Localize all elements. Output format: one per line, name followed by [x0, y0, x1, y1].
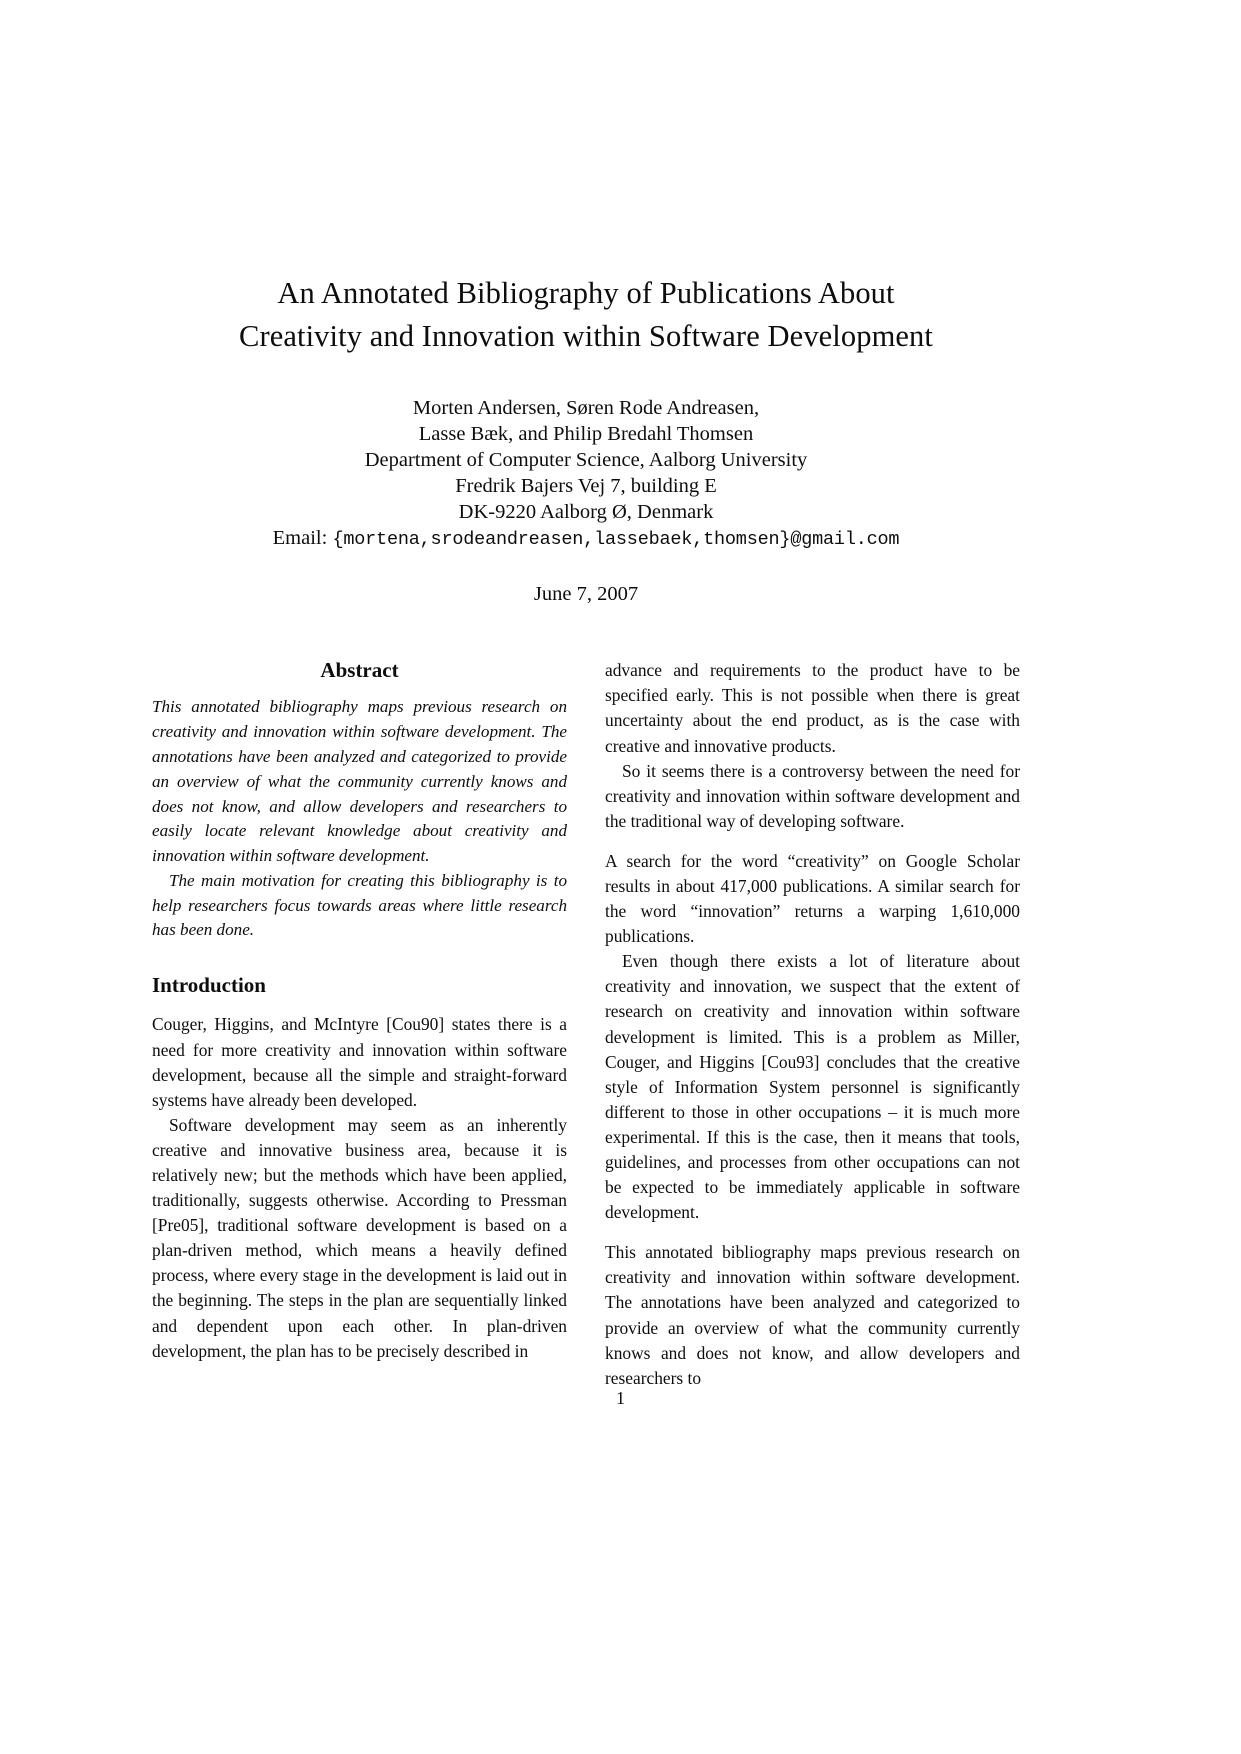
title-line-2: Creativity and Innovation within Software Development: [239, 319, 933, 354]
left-column: [152, 658, 567, 1391]
abstract-paragraph-2: The main motivation for creating this bibliography is to help researchers focus towards areas where little research has been done.: [152, 870, 567, 940]
authors-line-2: Lasse Bæk, and Philip Bredahl Thomsen: [418, 422, 754, 445]
introduction-paragraph-5: Even though there exists a lot of literature about creativity and innovation, we suspect that the extent of research on creativity and innovation within software development is limited. This is a problem as Miller, Couger, and Higgins [Cou93] concludes that the creative style of Information System personnel is significantly different to those in other occupations – it is much more experimental. If this is the case, then it means that tools, guidelines, and processes from other occupations can not be expected to be immediately applicable in software development.: [605, 951, 1020, 1223]
abstract-paragraph-1: This annotated bibliography maps previous research on creativity and innovation within software development. The annotations have been analyzed and categorized to provide an overview of what the community currently knows and does not know, and allow developers and researchers to easily locate relevant knowledge about creativity and innovation within software development.: [152, 697, 567, 866]
address-line-2: DK-9220 Aalborg Ø, Denmark: [458, 500, 714, 523]
page-title: [152, 0, 1020, 359]
right-column: [605, 658, 1020, 1391]
introduction-paragraph-2: Software development may seem as an inherently creative and innovative business area, because it is relatively new; but the methods which have been applied, traditionally, suggests otherwise. According to Pressman [Pre05], traditional software development is based on a plan-driven method, which means a heavily defined process, where every stage in the development is laid out in the beginning. The steps in the plan are sequentially linked and dependent upon each other. In plan-driven development, the plan has to be precisely described in: [152, 1114, 567, 1361]
publication-date: June 7, 2007: [533, 583, 639, 606]
introduction-paragraph-2-continued: advance and requirements to the product have to be specified early. This is not possible when there is great uncertainty about the end product, as is the case with creative and innovative products.: [605, 660, 1020, 756]
abstract-heading: Abstract: [320, 658, 399, 683]
author-block: [152, 395, 1020, 552]
two-column-body: [152, 658, 1020, 1391]
abstract-section: [152, 658, 567, 943]
title-line-1: An Annotated Bibliography of Publications About: [277, 276, 895, 310]
address-line-1: Fredrik Bajers Vej 7, building E: [455, 474, 717, 497]
email-address: {mortena,srodeandreasen,lassebaek,thomsen}@gmail.com: [332, 528, 900, 550]
authors-line-1: Morten Andersen, Søren Rode Andreasen,: [412, 396, 760, 419]
introduction-paragraph-1: Couger, Higgins, and McIntyre [Cou90] states there is a need for more creativity and innovation within software development, because all the simple and straight-forward systems have already been developed.: [152, 1014, 567, 1110]
introduction-paragraph-4: A search for the word “creativity” on Google Scholar results in about 417,000 publications. A similar search for the word “innovation” returns a warping 1,610,000 publications.: [605, 850, 1020, 947]
email-line: [152, 525, 1020, 551]
introduction-heading: Introduction: [152, 973, 266, 998]
introduction-paragraph-3: So it seems there is a controversy between the need for creativity and innovation within software development and the traditional way of developing software.: [605, 760, 1020, 831]
affiliation: Department of Computer Science, Aalborg University: [364, 448, 808, 471]
email-label: Email:: [272, 526, 333, 549]
page-content: [152, 0, 1020, 1391]
introduction-paragraph-6: This annotated bibliography maps previous research on creativity and innovation within software development. The annotations have been analyzed and categorized to provide an overview of what the community currently knows and does not know, and allow developers and researchers to: [605, 1242, 1020, 1388]
page-number: 1: [616, 1388, 625, 1408]
